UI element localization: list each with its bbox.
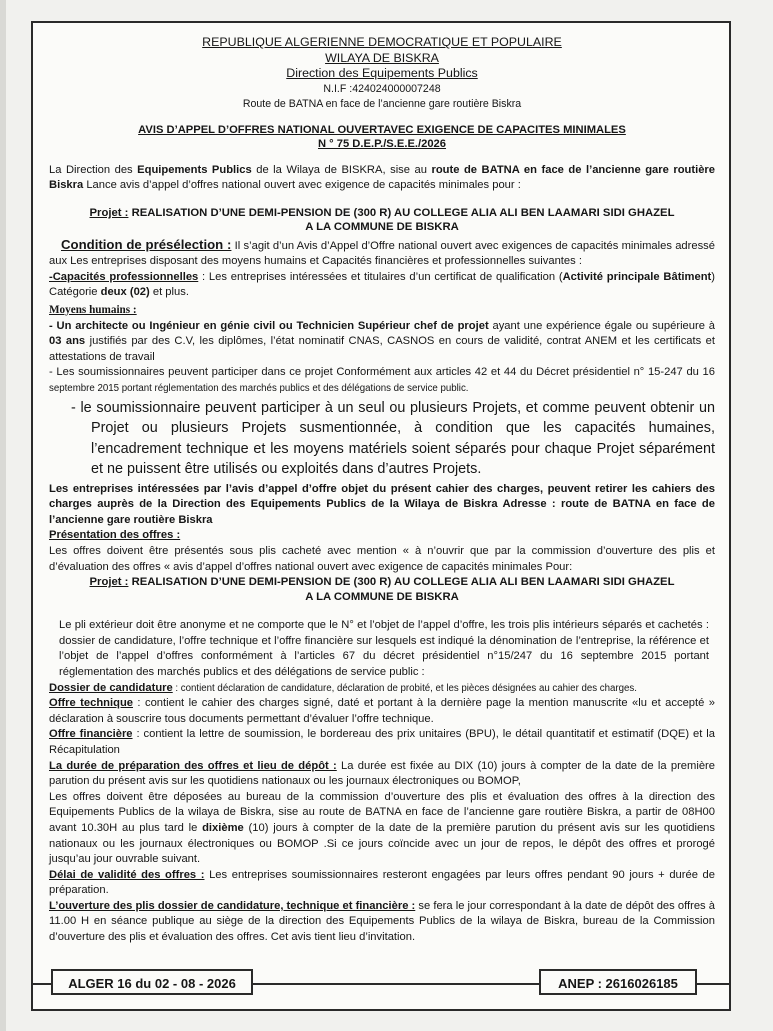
condition-paragraph xyxy=(49,237,715,270)
intro-bold: Equipements Publics xyxy=(137,163,252,176)
moyens-text: - Les soumissionnaires peuvent participer dans ce projet Conformément aux articles 42 et 44 du Décret présidentiel n° 15-247 du 16 xyxy=(49,366,715,379)
duree-title: La durée de préparation des offres et lieu de dépôt : xyxy=(49,759,337,772)
projet-line1: REALISATION D’UNE DEMI-PENSION DE (300 R) AU COLLEGE ALIA ALI BEN LAAMARI SIDI GHAZEL xyxy=(128,206,675,219)
moyens-paragraph-2 xyxy=(49,365,715,396)
depot-bold: dixième xyxy=(202,821,244,834)
notice-content xyxy=(49,35,715,946)
dossier-title: Dossier de candidature xyxy=(49,681,173,694)
projet-line2: A LA COMMUNE DE BISKRA xyxy=(305,221,459,234)
capacites-text: ) Catégorie xyxy=(49,270,715,299)
financiere-text: : contient la lettre de soumission, le bordereau des prix unitaires (BPU), le détail quantitatif et estimatif (DQE) et la Récapitulation xyxy=(49,728,715,756)
technique-text: : contient le cahier des charges signé, daté et portant à la dernière page la mention manuscrite «lu et accepté » déclaration à souscrire tous documents permettant d’évaluer l’offre technique. xyxy=(49,697,715,725)
intro-bold: route de BATNA en face de l’ancienne gare routière Biskra xyxy=(49,163,715,192)
capacites-bold: Activité principale Bâtiment xyxy=(562,270,712,283)
footer-rule-right xyxy=(697,983,731,985)
validite-text: Les entreprises soumissionnaires resteront engagées par leurs offres pendant 90 jours + durée de préparation. xyxy=(49,868,715,897)
capacites-title: -Capacités professionnelles xyxy=(49,270,199,283)
projet-line2: A LA COMMUNE DE BISKRA xyxy=(305,590,459,603)
retrait-paragraph: Les entreprises intéressées par l’avis d’appel d’offre objet du présent cahier des charges, peuvent retirer les cahiers des charges auprès de la Direction des Equipements Publics de la Wilaya de Biskra Adresse : route de BATNA en face de l’ancienne gare routière Biskra xyxy=(49,482,715,526)
capacites-paragraph xyxy=(49,270,715,301)
depot-paragraph xyxy=(49,790,715,868)
dossier-paragraph xyxy=(49,681,715,697)
header-wilaya: WILAYA DE BISKRA xyxy=(325,50,439,65)
footer-anep-box: ANEP : 2616026185 xyxy=(539,969,697,995)
projet-label: Projet : xyxy=(89,576,129,589)
moyens-bold: - Un architecte ou Ingénieur en génie civil ou Technicien Supérieur chef de projet xyxy=(49,319,489,332)
presentation-title: Présentation des offres : xyxy=(49,529,181,542)
moyens-bold: 03 ans xyxy=(49,335,86,348)
capacites-text: : Les entreprises intéressées et titulaires d’un certificat de qualification ( xyxy=(198,270,563,283)
capacites-text: et plus. xyxy=(149,286,189,299)
page-edge-shadow xyxy=(0,0,6,1031)
financiere-title: Offre financière xyxy=(49,728,133,741)
avis-number: N ° 75 D.E.P./S.E.E./2026 xyxy=(317,137,447,150)
header-direction: Direction des Equipements Publics xyxy=(286,66,478,80)
intro-text: Lance avis d’appel d’offres national ouvert avec exigence de capacités minimales pour : xyxy=(83,179,521,192)
capacites-bold: deux (02) xyxy=(100,286,150,299)
moyens-paragraph-3: - le soumissionnaire peuvent participer à un seul ou plusieurs Projets, et comme peuvent obtenir un Projet ou plusieurs Projets susmentionnée, à condition que les capacités humaines, l’encadrement technique et les moyens matériels soient séparés pour chaque Projet séparément et ne puissent être utilisés ou exploités dans d’autres Projets. xyxy=(71,399,715,478)
moyens-text: ayant une expérience égale ou supérieure à xyxy=(488,319,715,332)
header-republic: REPUBLIQUE ALGERIENNE DEMOCRATIQUE ET POPULAIRE xyxy=(202,35,562,49)
projet-block-2 xyxy=(49,575,715,604)
header-address: Route de BATNA en face de l’ancienne gare routière Biskra xyxy=(242,97,522,110)
moyens-text: justifiés par des C.V, les diplômes, l’état nominatif CNAS, CASNOS en cours de validité, contrat ANEM et les certificats et attestations de travail xyxy=(49,335,715,363)
duree-paragraph xyxy=(49,759,715,790)
validite-paragraph xyxy=(49,868,715,899)
financiere-paragraph xyxy=(49,727,715,758)
avis-title: AVIS D’APPEL D’OFFRES NATIONAL OUVERTAVEC EXIGENCE DE CAPACITES MINIMALES xyxy=(138,123,626,136)
footer-rule-left xyxy=(31,983,51,985)
projet-block-1 xyxy=(49,206,715,235)
dossier-text: : contient déclaration de candidature, déclaration de probité, et les pièces désignées au cahier des charges. xyxy=(172,682,637,694)
technique-paragraph xyxy=(49,696,715,727)
technique-title: Offre technique xyxy=(49,697,133,710)
ouverture-paragraph xyxy=(49,899,715,946)
footer-rule-middle xyxy=(253,983,539,985)
condition-title: Condition de présélection : xyxy=(61,236,232,252)
projet-line1: REALISATION D’UNE DEMI-PENSION DE (300 R) AU COLLEGE ALIA ALI BEN LAAMARI SIDI GHAZEL xyxy=(128,576,675,589)
pli-paragraph: Le pli extérieur doit être anonyme et ne comporte que le N° et l’objet de l’appel d’offre, les trois plis intérieurs séparés et cachetés : dossier de candidature, l’offre technique et l’offre financière sur lesquels est indiqué la dénomination de l’entreprise, la référence et l’objet de l’appel d’offres conformément à l’articles 67 du décret présidentiel n°15/247 du 16 septembre 2015 portant réglementation des marchés publics et des délégations de service public : xyxy=(59,619,709,678)
notice-frame xyxy=(31,21,731,1011)
footer-date-box: ALGER 16 du 02 - 08 - 2026 xyxy=(51,969,253,995)
condition-text: Il s’agit d’un Avis d’Appel d’Offre national ouvert avec exigences de capacités minimales adressé aux Les entreprises disposant des moyens humains et Capacités financières et professionnelles suivantes : xyxy=(49,239,715,268)
validite-title: Délai de validité des offres : xyxy=(49,868,205,881)
depot-text: Les offres doivent être déposées au bureau de la commission d’ouverture des plis et évaluation des offres à la direction des Equipements Publics de la wilaya de Biskra, sise au route de BATNA en face de l’ancienne gare routière Biskra, a partir de 08H00 avant 10.30H au plus tard le xyxy=(49,790,715,834)
header-nif: N.I.F :424024000007248 xyxy=(323,82,441,95)
intro-paragraph xyxy=(49,163,715,194)
intro-text: de la Wilaya de BISKRA, sise au xyxy=(251,163,432,176)
depot-text: (10) jours à compter de la date de la première parution du présent avis sur les quotidiens nationaux ou les journaux électroniques ou BOMOP .Si ce jours coïncide avec un jour de repos, le dépôt des offres et prorogé jusqu’au jour ouvrable suivant. xyxy=(49,821,715,866)
intro-text: La Direction des xyxy=(49,163,138,176)
projet-label: Projet : xyxy=(89,206,129,219)
ouverture-title: L’ouverture des plis dossier de candidature, technique et financière : xyxy=(49,899,416,912)
presentation-text: Les offres doivent être présentés sous plis cacheté avec mention « à n’ouvrir que par la commission d’ouverture des plis et d’évaluation des offres « avis d’appel d’offres national ouvert avec exigence de capacités minimales Pour: xyxy=(49,545,715,573)
moyens-title: Moyens humains : xyxy=(49,304,137,317)
moyens-paragraph-1 xyxy=(49,319,715,366)
duree-text: La durée est fixée au DIX (10) jours à compter de la date de la première parution du présent avis sur les quotidiens nationaux ou les journaux électroniques ou BOMOP, xyxy=(49,759,716,788)
moyens-small-text: septembre 2015 portant réglementation des marchés publics et des délégations de service public. xyxy=(49,383,469,395)
ouverture-text: se fera le jour correspondant à la date de dépôt des offres à 11.00 H en séance publique au siège de la direction des Equipements Publics de la wilaya de Biskra, bureau de la Commission d’ouverture des plis et évaluation des offres. Cet avis tient lieu d’invitation. xyxy=(49,899,715,944)
